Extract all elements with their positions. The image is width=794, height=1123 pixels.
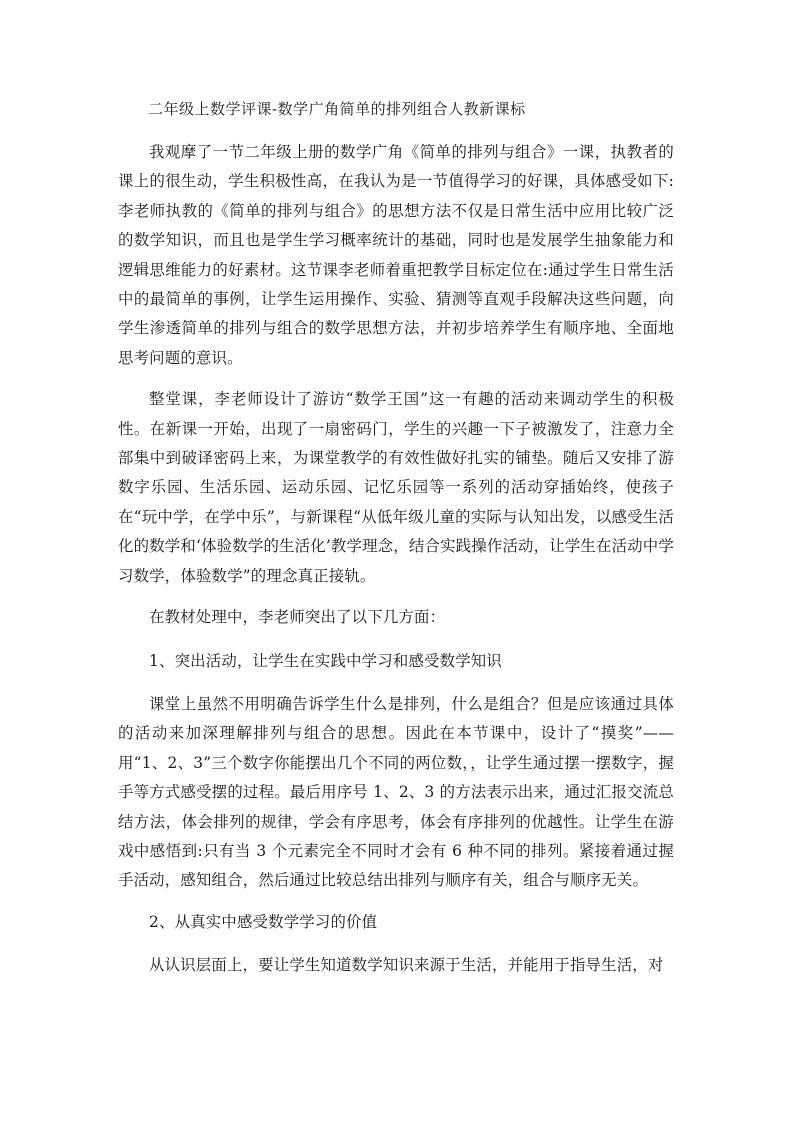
document-title: 二年级上数学评课-数学广角简单的排列组合人教新课标 [148,100,526,118]
value-paragraph: 从认识层面上，要让学生知道数学知识来源于生活，并能用于指导生活，对 [149,956,664,975]
material-handling-intro: 在教材处理中，李老师突出了以下几方面： [149,608,446,627]
activity-paragraph: 课堂上虽然不用明确告诉学生什么是排列，什么是组合？但是应该通过具体的活动来加深理解排列与组合的思想。因此在本节课中，设计了“摸奖”——用“1、2、3”三个数字你能摆出几个不同的两位数，，让学生通过摆一摆数字，握手等方式感受摆的过程。最后用序号 1、2、3 的方法表示出来，通过汇报交流总结方法，体会排列的规律，学会有序思考，体会有序排列的优越性。让学生在游戏中感悟到:只有当 3 个元素完全不同时才会有 6 种不同的排列。紧接着通过握手活动，感知组合，然后通过比较总结出排列与顺序有关，组合与顺序无关。 [118,694,674,890]
section-heading-1: 1、突出活动，让学生在实践中学习和感受数学知识 [149,651,502,670]
intro-paragraph: 我观摩了一节二年级上册的数学广角《简单的排列与组合》一课，执教者的课上的很生动，学生积极性高，在我认为是一节值得学习的好课，具体感受如下:李老师执教的《简单的排列与组合》的思想方法不仅是日常生活中应用比较广泛的数学知识，而且也是学生学习概率统计的基础，同时也是发展学生抽象能力和逻辑思维能力的好素材。这节课李老师着重把教学目标定位在:通过学生日常生活中的最简单的事例，让学生运用操作、实验、猜测等直观手段解决这些问题，向学生渗透简单的排列与组合的数学思想方法，并初步培养学生有顺序地、全面地思考问题的意识。 [118,143,674,367]
section-heading-2: 2、从真实中感受数学学习的价值 [149,912,378,931]
document-body [118,98,674,993]
lesson-design-paragraph: 整堂课，李老师设计了游访“数学王国”这一有趣的活动来调动学生的积极性。在新课一开始，出现了一扇密码门，学生的兴趣一下子被激发了，注意力全部集中到破译密码上来，为课堂教学的有效性做好扎实的铺垫。随后又安排了游数字乐园、生活乐园、运动乐园、记忆乐园等一系列的活动穿插始终，使孩子在“玩中学，在学中乐”，与新课程“从低年级儿童的实际与认知出发，以感受生活化的数学和‘体验数学的生活化’教学理念，结合实践操作活动，让学生在活动中学习数学，体验数学”的理念真正接轨。 [118,390,674,585]
